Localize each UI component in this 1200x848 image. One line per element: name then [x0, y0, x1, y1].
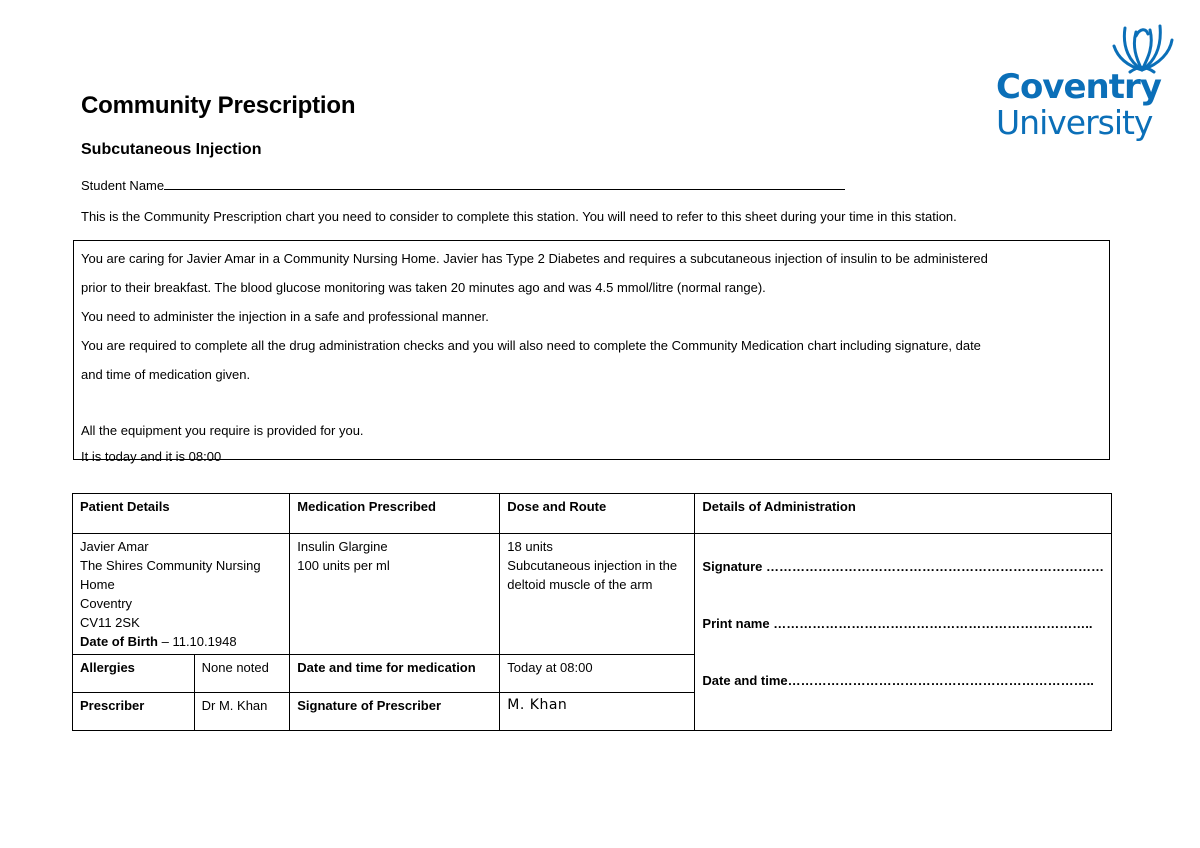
administration-signature-field[interactable]: Signature ……………………………………………………………………: [702, 559, 1104, 574]
allergies-value: None noted: [194, 655, 290, 693]
intro-text: This is the Community Prescription chart you need to consider to complete this station. You will need to refer to this sheet during your time in this station.: [81, 209, 957, 224]
administration-cell: [695, 534, 1112, 731]
scenario-line: and time of medication given.: [81, 367, 251, 382]
patient-city: Coventry: [80, 596, 133, 611]
dose-route: Subcutaneous injection in the deltoid muscle of the arm: [507, 558, 678, 592]
page-title: Community Prescription: [81, 92, 356, 119]
signature-prescriber-label: Signature of Prescriber: [290, 693, 500, 731]
medication-strength: 100 units per ml: [297, 558, 390, 573]
table-row: [73, 534, 1112, 655]
prescriber-value: Dr M. Khan: [194, 693, 290, 731]
student-name-field[interactable]: [81, 178, 845, 193]
header-dose-route: Dose and Route: [500, 494, 695, 534]
scenario-box: [73, 240, 1110, 464]
patient-name: Javier Amar: [80, 539, 149, 554]
coventry-university-logo: [990, 18, 1180, 148]
patient-details-cell: [73, 534, 290, 655]
dob-label: Date of Birth: [80, 634, 158, 649]
scenario-line: You are caring for Javier Amar in a Community Nursing Home. Javier has Type 2 Diabetes and requires a subcutaneous injection of insulin to be administered: [81, 251, 988, 266]
administration-date-time-field[interactable]: Date and time……………………………………………………………..: [702, 673, 1094, 688]
header-patient-details: Patient Details: [73, 494, 290, 534]
scenario-line: You are required to complete all the drug administration checks and you will also need to complete the Community Medication chart including signature, date: [81, 338, 981, 353]
scenario-line: All the equipment you require is provided for you.: [81, 423, 364, 438]
patient-postcode: CV11 2SK: [80, 615, 140, 630]
header-details-administration: Details of Administration: [695, 494, 1112, 534]
page-subtitle: Subcutaneous Injection: [81, 141, 262, 158]
medication-cell: [290, 534, 500, 655]
date-time-medication-label: Date and time for medication: [290, 655, 500, 693]
dose-amount: 18 units: [507, 539, 553, 554]
patient-address-line1: The Shires Community Nursing: [80, 558, 261, 573]
student-name-label: Student Name: [81, 178, 165, 193]
patient-dob: [80, 632, 282, 651]
scenario-spacer: [81, 389, 1102, 417]
allergies-label: Allergies: [73, 655, 195, 693]
student-name-line[interactable]: [164, 178, 845, 190]
header-medication-prescribed: Medication Prescribed: [290, 494, 500, 534]
table-header-row: [73, 494, 1112, 534]
dose-cell: [500, 534, 695, 655]
prescriber-label: Prescriber: [73, 693, 195, 731]
logo-word-coventry: Coventry: [996, 67, 1161, 107]
signature-prescriber-value: M. Khan: [500, 693, 695, 731]
medication-name: Insulin Glargine: [297, 539, 388, 554]
scenario-line: It is today and it is 08:00: [81, 449, 222, 464]
scenario-line: You need to administer the injection in a safe and professional manner.: [81, 309, 489, 324]
dob-value: – 11.10.1948: [158, 634, 237, 649]
logo-word-university: University: [996, 103, 1153, 142]
prescription-table: [72, 493, 1112, 731]
patient-address-line2: Home: [80, 577, 115, 592]
scenario-line: prior to their breakfast. The blood glucose monitoring was taken 20 minutes ago and was 4.5 mmol/litre (normal range).: [81, 280, 766, 295]
administration-print-name-field[interactable]: Print name ………………………………………………………………..: [702, 616, 1093, 631]
date-time-medication-value: Today at 08:00: [500, 655, 695, 693]
